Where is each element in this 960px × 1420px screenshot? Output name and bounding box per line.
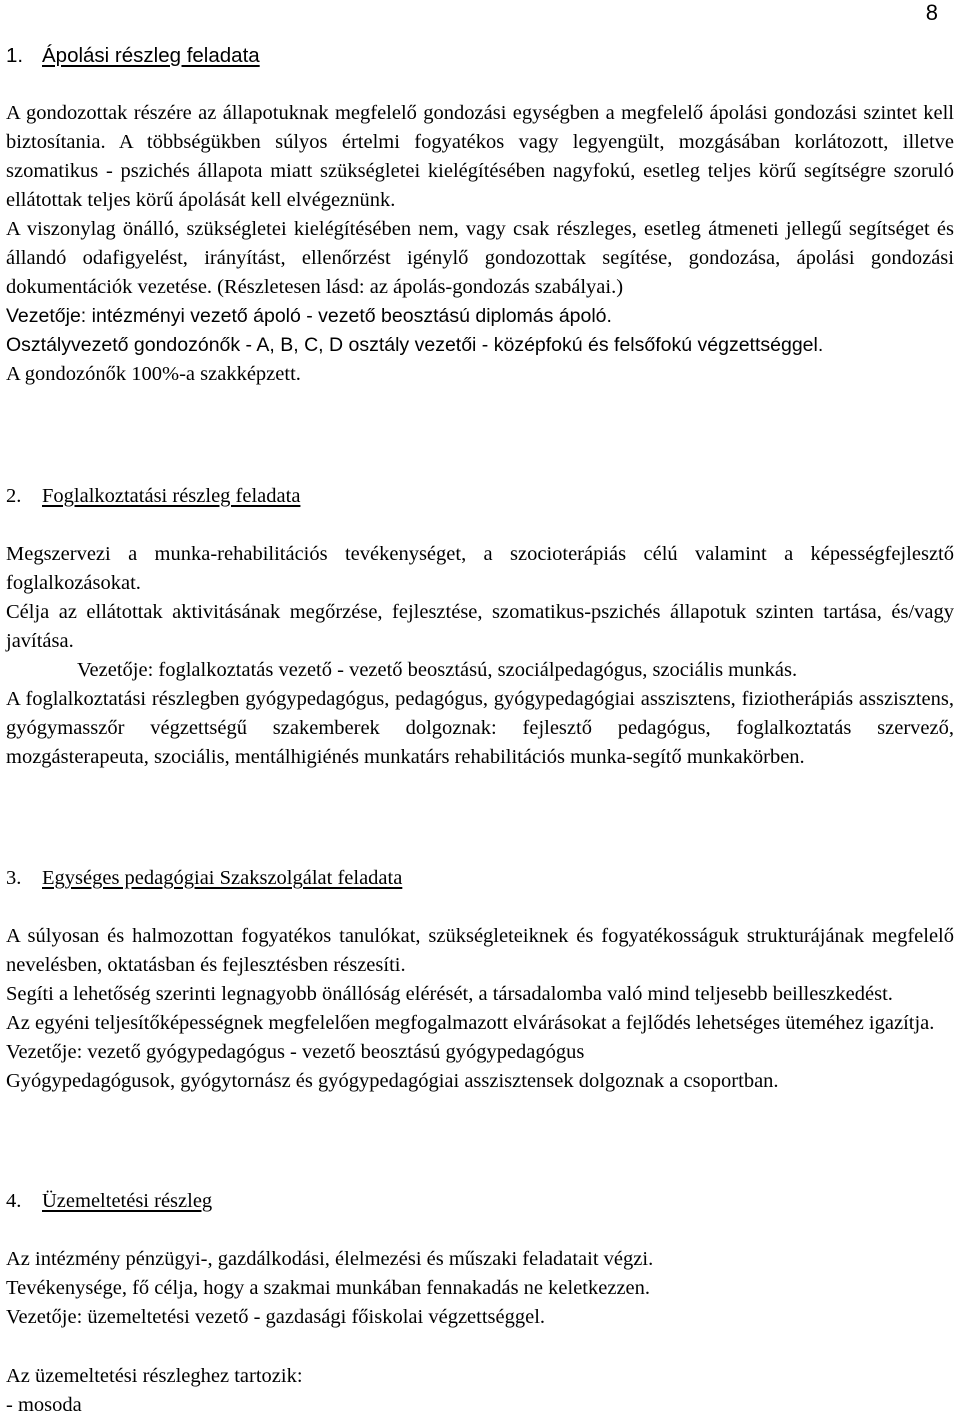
paragraph: Vezetője: foglalkoztatás vezető - vezető beosztású, szociálpedagógus, szociális munkás. bbox=[77, 659, 798, 681]
section-title: Foglalkoztatási részleg feladata bbox=[42, 485, 301, 507]
section-number: 4. bbox=[6, 1190, 22, 1212]
section-title: Ápolási részleg feladata bbox=[42, 44, 260, 67]
section-heading bbox=[6, 482, 954, 511]
paragraph: Gyógypedagógusok, gyógytornász és gyógypedagógiai asszisztensek dolgoznak a csoportban. bbox=[6, 1070, 779, 1092]
section-foglalkoztatasi-reszleg bbox=[6, 482, 954, 772]
paragraph: Osztályvezető gondozónők - A, B, C, D osztály vezetői - középfokú és felsőfokú végzettséggel. bbox=[6, 334, 824, 356]
paragraph: Megszervezi a munka-rehabilitációs tevékenységet, a szocioterápiás célú valamint a képességfejlesztő foglalkozásokat. bbox=[6, 543, 954, 594]
section-number: 3. bbox=[6, 867, 22, 889]
belongs-to-block bbox=[6, 1362, 954, 1420]
section-apolasi-reszleg bbox=[6, 41, 954, 389]
sentence: A gondozottak részére az állapotuknak megfelelő gondozási egységben a megfelelő ápolási gondozási szintet kell biztosítania. bbox=[6, 102, 954, 153]
list-item: - mosoda bbox=[6, 1394, 82, 1416]
section-heading bbox=[6, 41, 954, 70]
paragraph: Az egyéni teljesítőképességnek megfelelően megfogalmazott elvárásokat a fejlődés lehetséges üteméhez igazítja. bbox=[6, 1012, 935, 1034]
section-body bbox=[6, 1245, 954, 1332]
section-body bbox=[6, 922, 954, 1096]
paragraph bbox=[6, 215, 954, 302]
paragraph: Vezetője: vezető gyógypedagógus - vezető beosztású gyógypedagógus bbox=[6, 1041, 585, 1063]
section-number: 2. bbox=[6, 485, 22, 507]
page-number: 8 bbox=[925, 0, 938, 25]
section-pedagogiai-szakszolgalat bbox=[6, 864, 954, 1096]
paragraph: Célja az ellátottak aktivitásának megőrzése, fejlesztése, szomatikus-pszichés állapotuk szinten tartása, és/vagy javítása. bbox=[6, 601, 954, 652]
section-body bbox=[6, 540, 954, 772]
section-body bbox=[6, 99, 954, 389]
paragraph: Segíti a lehetőség szerinti legnagyobb önállóság elérését, a társadalomba való mind teljesebb beilleszkedést. bbox=[6, 983, 893, 1005]
section-number: 1. bbox=[6, 44, 24, 67]
paragraph: Vezetője: intézményi vezető ápoló - vezető beosztású diplomás ápoló. bbox=[6, 305, 612, 327]
paragraph: A foglalkoztatási részlegben gyógypedagógus, pedagógus, gyógypedagógiai asszisztens, fiziotherápiás asszisztens, gyógymasszőr végzettségű szakemberek dolgoznak: fejlesztő pedagógus, foglalkoztatás szervező, mozgásterapeuta, szociális, mentálhigiénés munkatárs rehabilitációs munka-segítő munkakörben. bbox=[6, 688, 954, 768]
sentence: A többségükben súlyos értelmi fogyatékos vagy legyengült, mozgásában korlátozott, illetve szomatikus - pszichés állapota miatt szükségletei kielégítésében nagyfokú, esetleg teljes körű segítségre szoruló ellátottak teljes körű ápolását kell elvégeznünk. bbox=[6, 131, 954, 211]
sentence: A viszonylag önálló, szükségletei kielégítésében nem, vagy csak részleges, esetleg átmeneti jellegű segítséget és állandó odafigyelést, irányítást, ellenőrzést igénylő gondozottak segítése, gondozása, ápolási gondozási dokumentációk vezetése. (Részletesen lásd: az ápolás-gondozás szabályai.) bbox=[6, 218, 954, 298]
paragraph: Vezetője: üzemeltetési vezető - gazdasági főiskolai végzettséggel. bbox=[6, 1306, 546, 1328]
section-title: Egységes pedagógiai Szakszolgálat feladata bbox=[42, 867, 403, 889]
belongs-heading: Az üzemeltetési részleghez tartozik: bbox=[6, 1365, 303, 1387]
paragraph bbox=[6, 99, 954, 215]
section-title: Üzemeltetési részleg bbox=[42, 1190, 213, 1212]
section-heading bbox=[6, 864, 954, 893]
paragraph: Az intézmény pénzügyi-, gazdálkodási, élelmezési és műszaki feladatait végzi. bbox=[6, 1248, 654, 1270]
section-heading bbox=[6, 1187, 954, 1216]
section-uzemeltetesi-reszleg bbox=[6, 1187, 954, 1332]
paragraph: A súlyosan és halmozottan fogyatékos tanulókat, szükségleteiknek és fogyatékosságuk strukturájának megfelelő nevelésben, oktatásban és fejlesztésben részesíti. bbox=[6, 925, 954, 976]
paragraph: Tevékenysége, fő célja, hogy a szakmai munkában fennakadás ne keletkezzen. bbox=[6, 1277, 651, 1299]
paragraph: A gondozónők 100%-a szakképzett. bbox=[6, 363, 301, 385]
